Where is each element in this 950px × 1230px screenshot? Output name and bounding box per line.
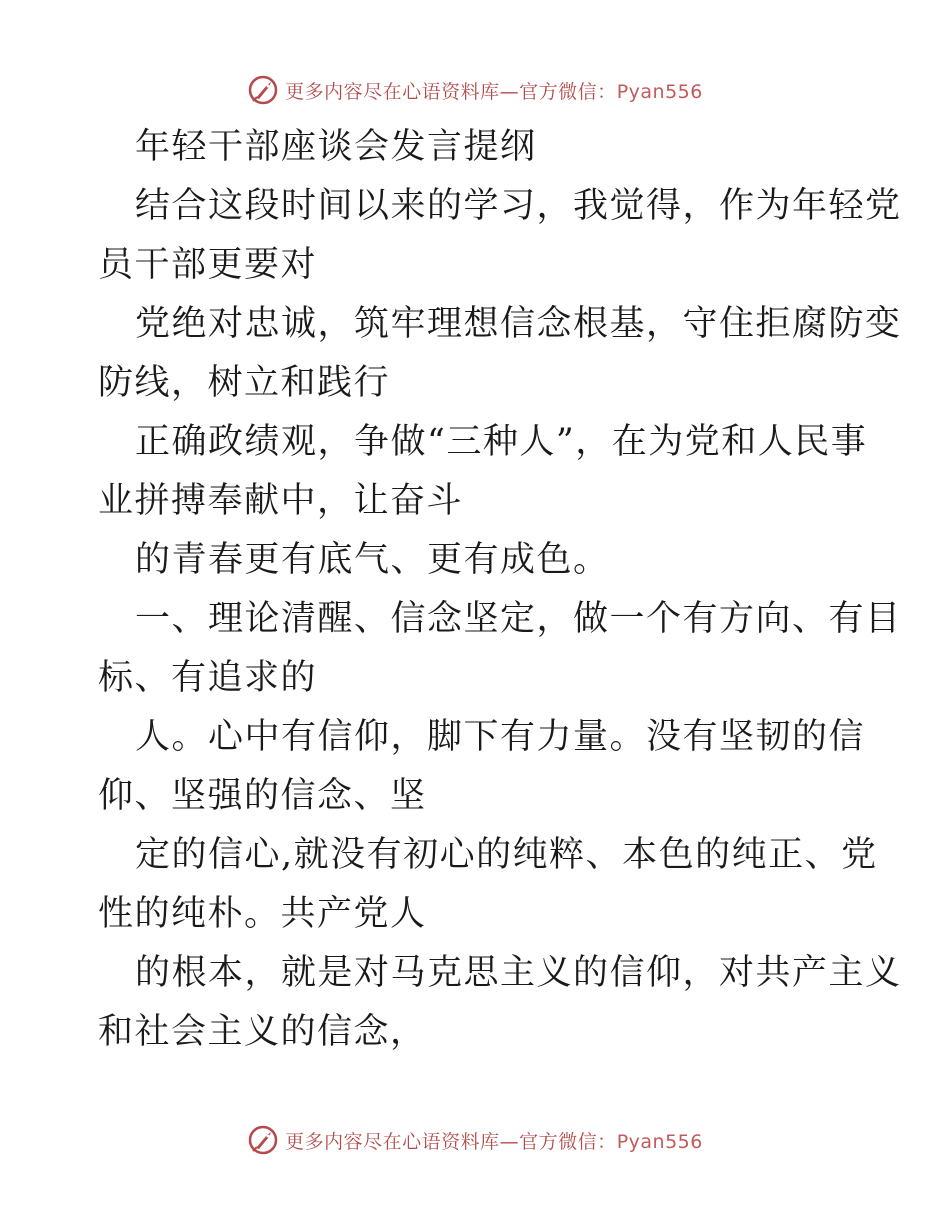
pen-nib-logo-icon [247,1124,279,1156]
paragraph-line: 员干部更要对 [98,245,318,285]
header-banner [0,70,950,110]
paragraph-line: 定的信心,就没有初心的纯粹、本色的纯正、党 [135,835,878,875]
wechat-id: Pyan556 [616,80,703,103]
document-title: 年轻干部座谈会发言提纲 [135,127,537,167]
paragraph-line: 和社会主义的信念， [98,1012,427,1052]
pen-nib-logo-icon [247,74,279,106]
footer-banner [0,1120,950,1160]
banner-text: 更多内容尽在心语资料库—官方微信：Pyan556 [285,1130,703,1153]
paragraph-line: 防线，树立和践行 [98,363,391,403]
paragraph-line: 党绝对忠诚，筑牢理想信念根基，守住拒腐防变 [135,304,902,344]
paragraph-line: 性的纯朴。共产党人 [98,894,427,934]
paragraph-line: 仰、坚强的信念、坚 [98,776,427,816]
paragraph-line: 结合这段时间以来的学习，我觉得，作为年轻党 [135,186,902,226]
paragraph-line: 人。心中有信仰，脚下有力量。没有坚韧的信 [135,717,866,757]
document-body [98,118,902,1062]
paragraph-line: 的根本，就是对马克思主义的信仰，对共产主义 [135,953,902,993]
paragraph-line: 标、有追求的 [98,658,318,698]
banner-text: 更多内容尽在心语资料库—官方微信：Pyan556 [285,80,703,103]
paragraph-line: 的青春更有底气、更有成色。 [135,540,610,580]
paragraph-line: 正确政绩观，争做“三种人”，在为党和人民事 [135,422,868,462]
paragraph-line: 业拼搏奉献中，让奋斗 [98,481,464,521]
section-heading-line: 一、理论清醒、信念坚定，做一个有方向、有目 [135,599,902,639]
wechat-id: Pyan556 [616,1130,703,1153]
